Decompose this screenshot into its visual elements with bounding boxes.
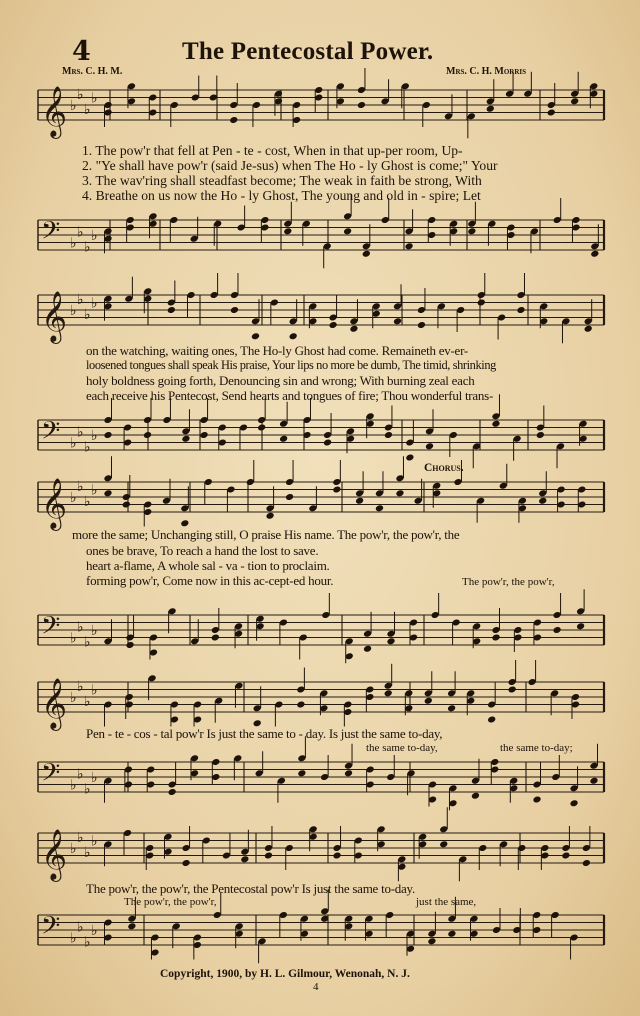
verse-3-line-a: 3. The wav'ring shall steadfast become; The weak in faith be strong, With — [82, 173, 482, 188]
flat-sign: ♭ — [84, 934, 91, 951]
note-head — [257, 423, 266, 431]
note-head — [569, 799, 578, 807]
flat-sign: ♭ — [77, 424, 84, 441]
note-head — [332, 485, 341, 493]
verse-4-line-c: forming pow'r, Come now in this ac-cept-ed hour. — [86, 573, 334, 588]
bass-cue-chorus: The pow'r, the pow'r, — [462, 576, 555, 588]
note-head — [471, 792, 480, 800]
bass-clef: 𝄢 — [41, 911, 61, 947]
flat-sign: ♭ — [84, 439, 91, 456]
note-head — [285, 493, 294, 501]
note-head — [167, 306, 176, 314]
note-head — [547, 108, 556, 116]
hymn-title: The Pentecostal Power. — [182, 38, 434, 65]
verse-2-line-c: ones be brave, To reach a hand the lost to save. — [86, 543, 319, 558]
flat-sign: ♭ — [70, 630, 77, 647]
flat-sign: ♭ — [70, 930, 77, 947]
flat-sign: ♭ — [91, 623, 98, 639]
flat-sign: ♭ — [84, 493, 91, 510]
flat-sign: ♭ — [70, 98, 77, 114]
note-head — [491, 633, 500, 641]
flat-sign: ♭ — [70, 841, 77, 857]
treble-clef: 𝄞 — [41, 478, 68, 529]
flat-sign: ♭ — [70, 777, 77, 794]
bass-cue-just: just the same, — [416, 896, 477, 908]
note-head — [553, 626, 562, 634]
flat-sign: ♭ — [77, 619, 84, 636]
note-head — [211, 633, 220, 641]
note-head — [536, 431, 545, 439]
treble-clef: 𝄞 — [41, 678, 68, 729]
flat-sign: ♭ — [77, 766, 84, 783]
note-head — [375, 504, 384, 512]
note-head — [143, 431, 152, 439]
note-head — [266, 512, 275, 520]
note-head — [289, 332, 298, 340]
note-head — [589, 777, 598, 785]
verse-3-line-b: holy boldness going forth, Denouncing sin and wrong; With burning zeal each — [86, 373, 475, 388]
chorus-label: Chorus. — [424, 462, 464, 474]
flat-sign: ♭ — [77, 224, 84, 241]
note-head — [283, 227, 292, 235]
note-head — [405, 453, 414, 461]
note-head — [200, 431, 209, 439]
note-head — [393, 317, 402, 325]
note-head — [355, 497, 364, 505]
treble-clef: 𝄞 — [41, 829, 68, 880]
note-head — [538, 497, 547, 505]
chorus-line-1: Pen - te - cos - tal pow'r Is just the same to - day. Is just the same to-day, — [86, 726, 443, 741]
note-head — [516, 306, 525, 314]
bass-cue-power: The pow'r, the pow'r, — [124, 896, 217, 908]
note-head — [447, 704, 456, 712]
note-head — [584, 325, 593, 333]
note-head — [491, 420, 500, 428]
lyricist-credit: Mrs. C. H. M. — [62, 66, 123, 77]
composer-credit: Mrs. C. H. Morris — [446, 66, 526, 77]
flat-sign: ♭ — [84, 239, 91, 256]
bass-clef: 𝄢 — [41, 611, 61, 647]
note-head — [508, 685, 517, 693]
flat-sign: ♭ — [91, 228, 98, 244]
note-head — [576, 622, 585, 630]
note-head — [395, 489, 404, 497]
note-head — [467, 227, 476, 235]
treble-clef: 𝄞 — [41, 291, 68, 342]
note-head — [329, 321, 338, 329]
note-head — [230, 306, 239, 314]
verse-3-line-c: heart a-flame, A whole sal - va - tion to proclaim. — [86, 558, 330, 573]
note-head — [427, 937, 436, 945]
note-head — [126, 641, 135, 649]
verse-4-line-a: 4. Breathe on us now the Ho - ly Ghost, The young and old in - spire; Let — [82, 188, 481, 203]
flat-sign: ♭ — [77, 919, 84, 936]
verse-4-line-b: each receive his Pentecost, Send hearts and tongues of fire; Thou wonderful trans- — [86, 388, 494, 403]
note-head — [357, 101, 366, 109]
flat-sign: ♭ — [84, 693, 91, 710]
note-head — [279, 435, 288, 443]
verse-2-line-a: 2. "Ye shall have pow'r (said Je-sus) when The Ho - ly Ghost is come;" Your — [82, 158, 498, 173]
note-head — [264, 851, 273, 859]
verse-1-line-b: on the watching, waiting ones, The Ho-ly Ghost had come. Remaineth ev-er- — [86, 343, 468, 358]
bass-cue-same-1: the same to-day, — [366, 742, 438, 754]
note-head — [168, 788, 177, 796]
note-head — [487, 715, 496, 723]
note-head — [570, 97, 579, 105]
note-head — [532, 795, 541, 803]
note-head — [561, 851, 570, 859]
hymn-number: 4 — [72, 36, 91, 67]
flat-sign: ♭ — [70, 490, 77, 506]
flat-sign: ♭ — [77, 478, 84, 495]
note-head — [486, 105, 495, 113]
flat-sign: ♭ — [91, 90, 98, 107]
note-head — [229, 116, 238, 124]
flat-sign: ♭ — [91, 770, 98, 786]
note-head — [181, 435, 190, 443]
note-head — [363, 645, 372, 653]
note-head — [103, 431, 112, 439]
flat-sign: ♭ — [77, 829, 84, 846]
note-head — [343, 227, 352, 235]
flat-sign: ♭ — [70, 435, 77, 452]
note-head — [424, 697, 433, 705]
flat-sign: ♭ — [91, 482, 98, 499]
verse-1-line-a: 1. The pow'r that fell at Pen - te - cost, When in that up-per room, Up- — [82, 143, 463, 158]
note-head — [447, 930, 456, 938]
verse-2-line-b: loosened tongues shall speak His praise, Your lips no more be dumb, The timid, shrinking — [86, 358, 496, 372]
flat-sign: ♭ — [91, 923, 98, 939]
note-head — [439, 840, 448, 848]
note-head — [425, 442, 434, 450]
note-head — [362, 250, 371, 258]
note-head — [323, 438, 332, 446]
note-head — [349, 325, 358, 333]
note-head — [590, 250, 599, 258]
page-number: 4 — [313, 981, 319, 993]
note-head — [386, 637, 395, 645]
note-head — [582, 859, 591, 867]
flat-sign: ♭ — [70, 303, 77, 319]
note-head — [405, 242, 414, 250]
note-head — [417, 321, 426, 329]
flat-sign: ♭ — [91, 295, 98, 312]
note-head — [181, 859, 190, 867]
flat-sign: ♭ — [77, 86, 84, 103]
verse-1-line-c: more the same; Unchanging still, O praise His name. The pow'r, the pow'r, the — [72, 527, 460, 542]
note-head — [296, 700, 305, 708]
bass-clef: 𝄢 — [41, 758, 61, 794]
flat-sign: ♭ — [91, 428, 98, 444]
note-head — [297, 769, 306, 777]
note-head — [251, 332, 260, 340]
chorus-line-2: The pow'r, the pow'r, the Pentecostal pow'r Is just the same to-day. — [86, 881, 415, 896]
bass-cue-same-2: the same to-day; — [500, 742, 573, 754]
flat-sign: ♭ — [84, 634, 91, 651]
note-head — [240, 855, 249, 863]
flat-sign: ♭ — [91, 833, 98, 850]
treble-clef: 𝄞 — [41, 86, 68, 137]
bass-clef: 𝄢 — [41, 216, 61, 252]
note-head — [384, 689, 393, 697]
flat-sign: ♭ — [84, 844, 91, 861]
copyright-notice: Copyright, 1900, by H. L. Gilmour, Wenonah, N. J. — [160, 968, 410, 980]
note-head — [127, 922, 136, 930]
bass-clef: 𝄢 — [41, 416, 61, 452]
note-head — [384, 431, 393, 439]
flat-sign: ♭ — [77, 678, 84, 695]
flat-sign: ♭ — [84, 781, 91, 798]
note-head — [344, 769, 353, 777]
note-head — [332, 851, 341, 859]
flat-sign: ♭ — [84, 101, 91, 118]
note-head — [103, 489, 112, 497]
flat-sign: ♭ — [91, 682, 98, 699]
flat-sign: ♭ — [70, 690, 77, 706]
flat-sign: ♭ — [84, 306, 91, 323]
note-head — [122, 500, 131, 508]
note-head — [477, 298, 486, 306]
flat-sign: ♭ — [77, 291, 84, 308]
flat-sign: ♭ — [70, 235, 77, 252]
